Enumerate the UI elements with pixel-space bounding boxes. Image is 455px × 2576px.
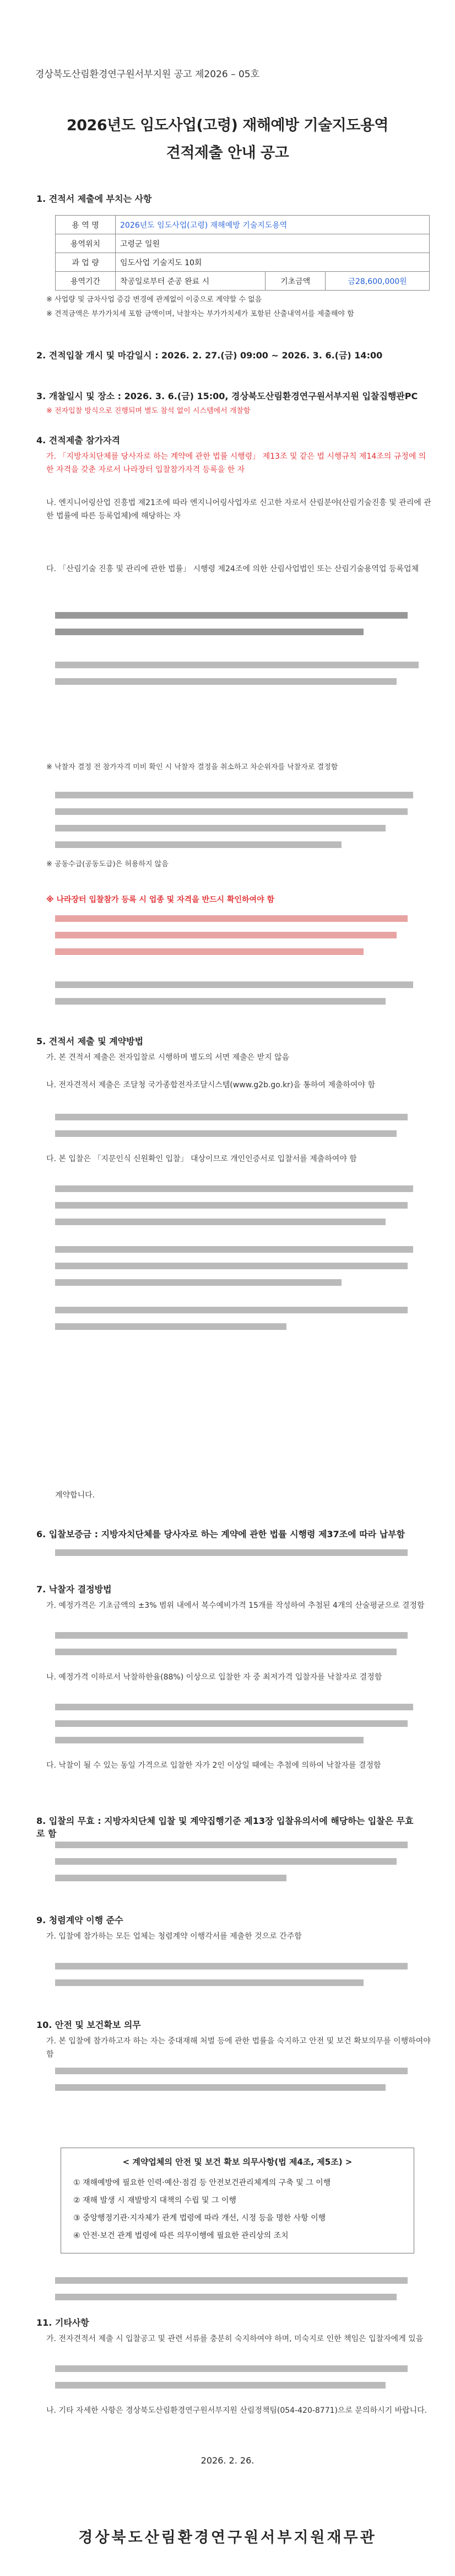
text-line xyxy=(55,662,419,668)
section-7-item-b: 나. 예정가격 이하로서 낙찰하한율(88%) 이상으로 입찰한 자 중 최저가격 입찰자를 낙찰자로 결정함 xyxy=(46,1673,382,1682)
text-line xyxy=(55,1979,364,1986)
text-line xyxy=(55,1263,408,1269)
section-9-heading: 9. 청렴계약 이행 준수 xyxy=(36,1915,123,1925)
notice-date: 2026. 2. 26. xyxy=(201,2455,254,2466)
note-1: ※ 사업량 및 금차사업 증감 변경에 관계없이 이중으로 계약할 수 없음 xyxy=(46,296,262,304)
text-line xyxy=(55,1963,408,1969)
box-line-3: ③ 중앙행정기관·지자체가 관계 법령에 따라 개선, 시정 등을 명한 사항 이행 xyxy=(73,2214,326,2223)
text-line xyxy=(55,1720,408,1727)
text-line xyxy=(55,1185,413,1192)
text-line xyxy=(55,1219,386,1225)
contract-text: 계약합니다. xyxy=(55,1491,95,1500)
note-2: ※ 견적금액은 부가가치세 포함 금액이며, 낙찰자는 부가가치세가 포함된 산출내역서를 제출해야 함 xyxy=(46,310,354,318)
text-line xyxy=(55,1842,408,1848)
section-5-item-b: 나. 전자견적서 제출은 조달청 국가종합전자조달시스템(www.g2b.go.kr)을 통하여 제출하여야 함 xyxy=(46,1081,375,1090)
notice-title: 2026년도 임도사업(고령) 재해예방 기술지도용역 xyxy=(66,117,388,134)
project-info-table xyxy=(55,215,430,291)
section-3-note: ※ 전자입찰 방식으로 진행되며 별도 참석 없이 시스템에서 개찰함 xyxy=(46,407,251,415)
text-line xyxy=(55,1737,364,1743)
text-line xyxy=(55,1858,397,1865)
section-4-item-c: 다. 「산림기술 진흥 및 관리에 관한 법률」 시행령 제24조에 의한 산림사업법인 또는 산림기술용역업 등록업체 xyxy=(46,565,419,573)
value-base-amount: 금28,600,000원 xyxy=(326,272,430,291)
text-line xyxy=(55,2277,408,2284)
text-line xyxy=(55,612,408,619)
label-project-name: 용 역 명 xyxy=(56,216,116,234)
section-6-heading: 6. 입찰보증금 : 지방자치단체를 당사자로 하는 계약에 관한 법률 시행령 제37조에 따라 납부함 xyxy=(36,1529,405,1539)
section-10-heading: 10. 안전 및 보건확보 의무 xyxy=(36,2020,141,2030)
value-period: 착공일로부터 준공 완료 시 xyxy=(116,272,266,291)
text-line xyxy=(55,1246,413,1253)
box-line-4: ④ 안전·보건 관계 법령에 따른 의무이행에 필요한 관리상의 조치 xyxy=(73,2231,289,2240)
text-line xyxy=(55,2382,386,2389)
section-1-heading: 1. 견적서 제출에 부치는 사항 xyxy=(36,194,152,204)
text-line xyxy=(55,1632,408,1639)
notice-subtitle: 견적제출 안내 공고 xyxy=(166,144,289,162)
value-location: 고령군 일원 xyxy=(116,234,430,253)
text-line xyxy=(55,1307,408,1313)
section-2-heading: 2. 견적입찰 개시 및 마감일시 : 2026. 2. 27.(금) 09:00 ~ 2026. 3. 6.(금) 14:00 xyxy=(36,350,383,361)
text-line xyxy=(55,2365,408,2372)
section-7-item-c: 다. 낙찰이 될 수 있는 동일 가격으로 입찰한 자가 2인 이상일 때에는 추첨에 의하여 낙찰자를 결정함 xyxy=(46,1761,381,1770)
label-location: 용역위치 xyxy=(56,234,116,253)
section-7-item-a: 가. 예정가격은 기초금액의 ±3% 범위 내에서 복수예비가격 15개를 작성하여 추첨된 4개의 산술평균으로 결정함 xyxy=(46,1601,425,1610)
label-scope: 과 업 량 xyxy=(56,253,116,272)
text-line xyxy=(55,2068,408,2074)
text-line xyxy=(55,1649,397,1655)
text-line xyxy=(55,1549,408,1556)
issuer-signature: 경상북도산림환경연구원서부지원재무관 xyxy=(78,2529,377,2546)
section-5-item-c: 다. 본 입찰은 「지문인식 신원확인 입찰」 대상이므로 개인인증서로 입찰서를 제출하여야 함 xyxy=(46,1155,357,1163)
box-line-2: ② 재해 발생 시 재발방지 대책의 수립 및 그 이행 xyxy=(73,2196,237,2205)
section-11-item-a: 가. 전자견적서 제출 시 입찰공고 및 관련 서류를 충분히 숙지하여야 하며, 미숙지로 인한 책임은 입찰자에게 있음 xyxy=(46,2334,424,2343)
warning-text: ※ 나라장터 입찰참가 등록 시 업종 및 자격을 반드시 확인하여야 함 xyxy=(46,895,274,904)
text-line xyxy=(55,932,397,938)
text-line xyxy=(55,981,413,988)
notice-number: 경상북도산림환경연구원서부지원 공고 제2026 – 05호 xyxy=(35,69,260,80)
text-line xyxy=(55,2084,386,2091)
footnote-1: ※ 낙찰자 결정 전 참가자격 미비 확인 시 낙찰자 결정을 취소하고 차순위자를 낙찰자로 결정함 xyxy=(46,763,338,771)
section-4-item-b: 나. 엔지니어링산업 진흥법 제21조에 따라 엔지니어링사업자로 신고한 자로서 산림분야(산림기술진흥 및 관리에 관한 법률에 따른 등록업체)에 해당하는 자 xyxy=(46,498,431,520)
text-line xyxy=(55,808,408,815)
text-line xyxy=(55,948,364,955)
section-4-item-a: 가. 「지방자치단체를 당사자로 하는 계약에 관한 법률 시행령」 제13조 및 같은 법 시행규칙 제14조의 규정에 의한 자격을 갖춘 자로서 나라장터 입찰참가자격 등록을 한 자 xyxy=(46,452,426,474)
box-line-1: ① 재해예방에 필요한 인력·예산·점검 등 안전보건관리체계의 구축 및 그 이행 xyxy=(73,2178,331,2187)
section-4-heading: 4. 견적제출 참가자격 xyxy=(36,435,120,446)
text-line xyxy=(55,841,342,848)
text-line xyxy=(55,825,386,831)
text-line xyxy=(55,998,386,1005)
section-8-heading: 8. 입찰의 무효 : 지방자치단체 입찰 및 계약집행기준 제13장 입찰유의서에 해당하는 입찰은 무효로 함 xyxy=(36,1816,414,1839)
section-3-heading: 3. 개찰일시 및 장소 : 2026. 3. 6.(금) 15:00, 경상북도산림환경연구원서부지원 입찰집행관PC xyxy=(36,391,418,401)
safety-obligations-box xyxy=(61,2148,414,2253)
section-5-item-a: 가. 본 견적서 제출은 전자입찰로 시행하며 별도의 서면 제출은 받지 않음 xyxy=(46,1053,290,1062)
footnote-2: ※ 공동수급(공동도급)은 허용하지 않음 xyxy=(46,860,169,868)
text-line xyxy=(55,1704,413,1710)
section-11-heading: 11. 기타사항 xyxy=(36,2317,89,2328)
text-line xyxy=(55,678,397,685)
text-line xyxy=(55,2294,397,2300)
text-line xyxy=(55,629,364,635)
text-line xyxy=(55,915,408,922)
section-10-item-a: 가. 본 입찰에 참가하고자 하는 자는 중대재해 처벌 등에 관한 법률을 숙지하고 안전 및 보건 확보의무를 이행하여야 함 xyxy=(46,2037,431,2059)
text-line xyxy=(55,1279,342,1286)
value-project-name: 2026년도 임도사업(고령) 재해예방 기술지도용역 xyxy=(116,216,430,234)
value-scope: 임도사업 기술지도 10회 xyxy=(116,253,430,272)
text-line xyxy=(55,1323,286,1330)
text-line xyxy=(55,1202,408,1209)
box-title: < 계약업체의 안전 및 보건 확보 의무사항(법 제4조, 제5조) > xyxy=(122,2157,353,2167)
section-9-item-a: 가. 입찰에 참가하는 모든 업체는 청렴계약 이행각서를 제출한 것으로 간주함 xyxy=(46,1932,302,1941)
label-period: 용역기간 xyxy=(56,272,116,291)
text-line xyxy=(55,1114,408,1120)
section-11-item-b: 나. 기타 자세한 사항은 경상북도산림환경연구원서부지원 산림정책팀(054-420-8771)으로 문의하시기 바랍니다. xyxy=(46,2406,427,2415)
text-line xyxy=(55,1130,397,1137)
text-line xyxy=(55,792,413,798)
section-5-heading: 5. 견적서 제출 및 계약방법 xyxy=(36,1036,144,1046)
text-line xyxy=(55,1875,286,1881)
label-base-amount: 기초금액 xyxy=(266,272,326,291)
section-7-heading: 7. 낙찰자 결정방법 xyxy=(36,1584,112,1595)
